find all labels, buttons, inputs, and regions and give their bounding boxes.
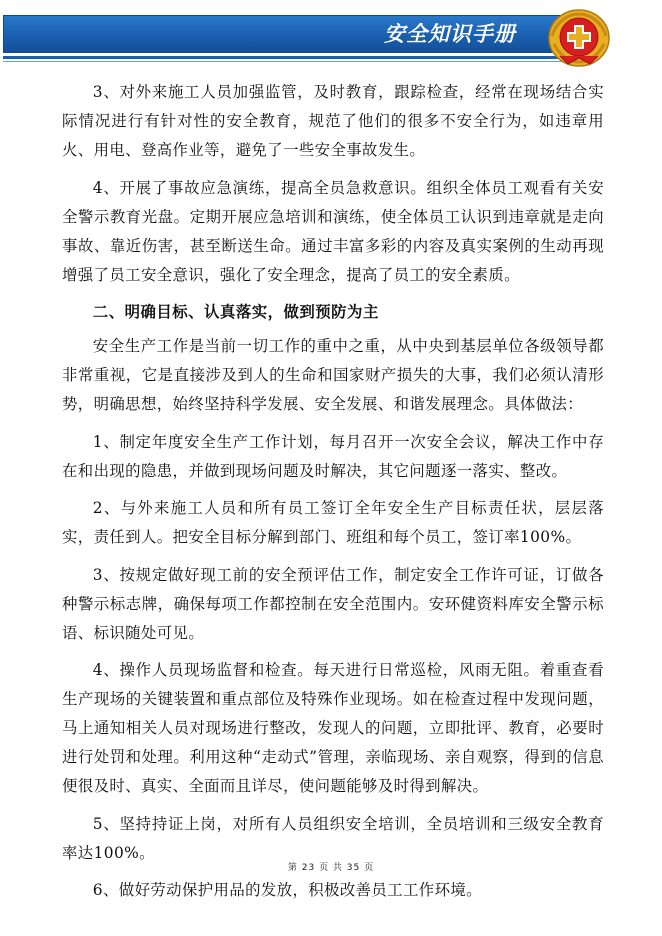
page-number: 第 23 页 共 35 页 (287, 863, 375, 873)
page-header (0, 0, 662, 72)
body-paragraph: 3、对外来施工人员加强监管，及时教育，跟踪检查，经常在现场结合实际情况进行有针对性的安全教育，规范了他们的很多不安全行为，如违章用火、用电、登高作业等，避免了一些安全事故发生。 (62, 83, 604, 159)
body-paragraph: 4、操作人员现场监督和检查。每天进行日常巡检，风雨无阻。着重查看生产现场的关键装置和重点部位及特殊作业现场。如在检查过程中发现问题，马上通知相关人员对现场进行整改，发现人的问题，立即批评、教育，必要时进行处罚和处理。利用这种“走动式”管理，亲临现场、亲自观察，得到的信息便很及时、真实、全面而且详尽，使问题能够及时得到解决。 (62, 661, 604, 795)
document-body (62, 78, 604, 914)
body-paragraph: 安全生产工作是当前一切工作的重中之重，从中央到基层单位各级领导都非常重视，它是直接涉及到人的生命和国家财产损失的大事，我们必须认清形势，明确思想，始终坚持科学发展、安全发展、和谐发展理念。具体做法： (62, 337, 604, 413)
body-paragraph: 6、做好劳动保护用品的发放，积极改善员工工作环境。 (92, 881, 482, 899)
body-paragraph: 5、坚持持证上岗，对所有人员组织安全培训，全员培训和三级安全教育率达100%。 (62, 814, 604, 862)
body-paragraph: 4、开展了事故应急演练，提高全员急救意识。组织全体员工观看有关安全警示教育光盘。定期开展应急培训和演练，使全体员工认识到违章就是走向事故、靠近伤害，甚至断送生命。通过丰富多彩的内容及真实案例的生动再现增强了员工安全意识，强化了安全理念，提高了员工的安全素质。 (62, 178, 604, 284)
header-rule-thin (3, 61, 563, 62)
body-paragraph: 3、按规定做好现工前的安全预评估工作，制定安全工作许可证，订做各种警示标志牌，确保每项工作都控制在安全范围内。安环健资料库安全警示标语、标识随处可见。 (62, 565, 604, 642)
header-rule (3, 56, 563, 59)
safety-cross-emblem-icon (546, 6, 612, 68)
header-title: 安全知识手册 (384, 22, 516, 46)
section-heading: 二、明确目标、认真落实，做到预防为主 (92, 303, 379, 321)
body-paragraph: 1、制定年度安全生产工作计划，每月召开一次安全会议，解决工作中存在和出现的隐患，并做到现场问题及时解决，其它问题逐一落实、整改。 (62, 432, 604, 480)
body-paragraph: 2、与外来施工人员和所有员工签订全年安全生产目标责任状，层层落实，责任到人。把安全目标分解到部门、班组和每个员工，签订率100%。 (62, 499, 604, 546)
